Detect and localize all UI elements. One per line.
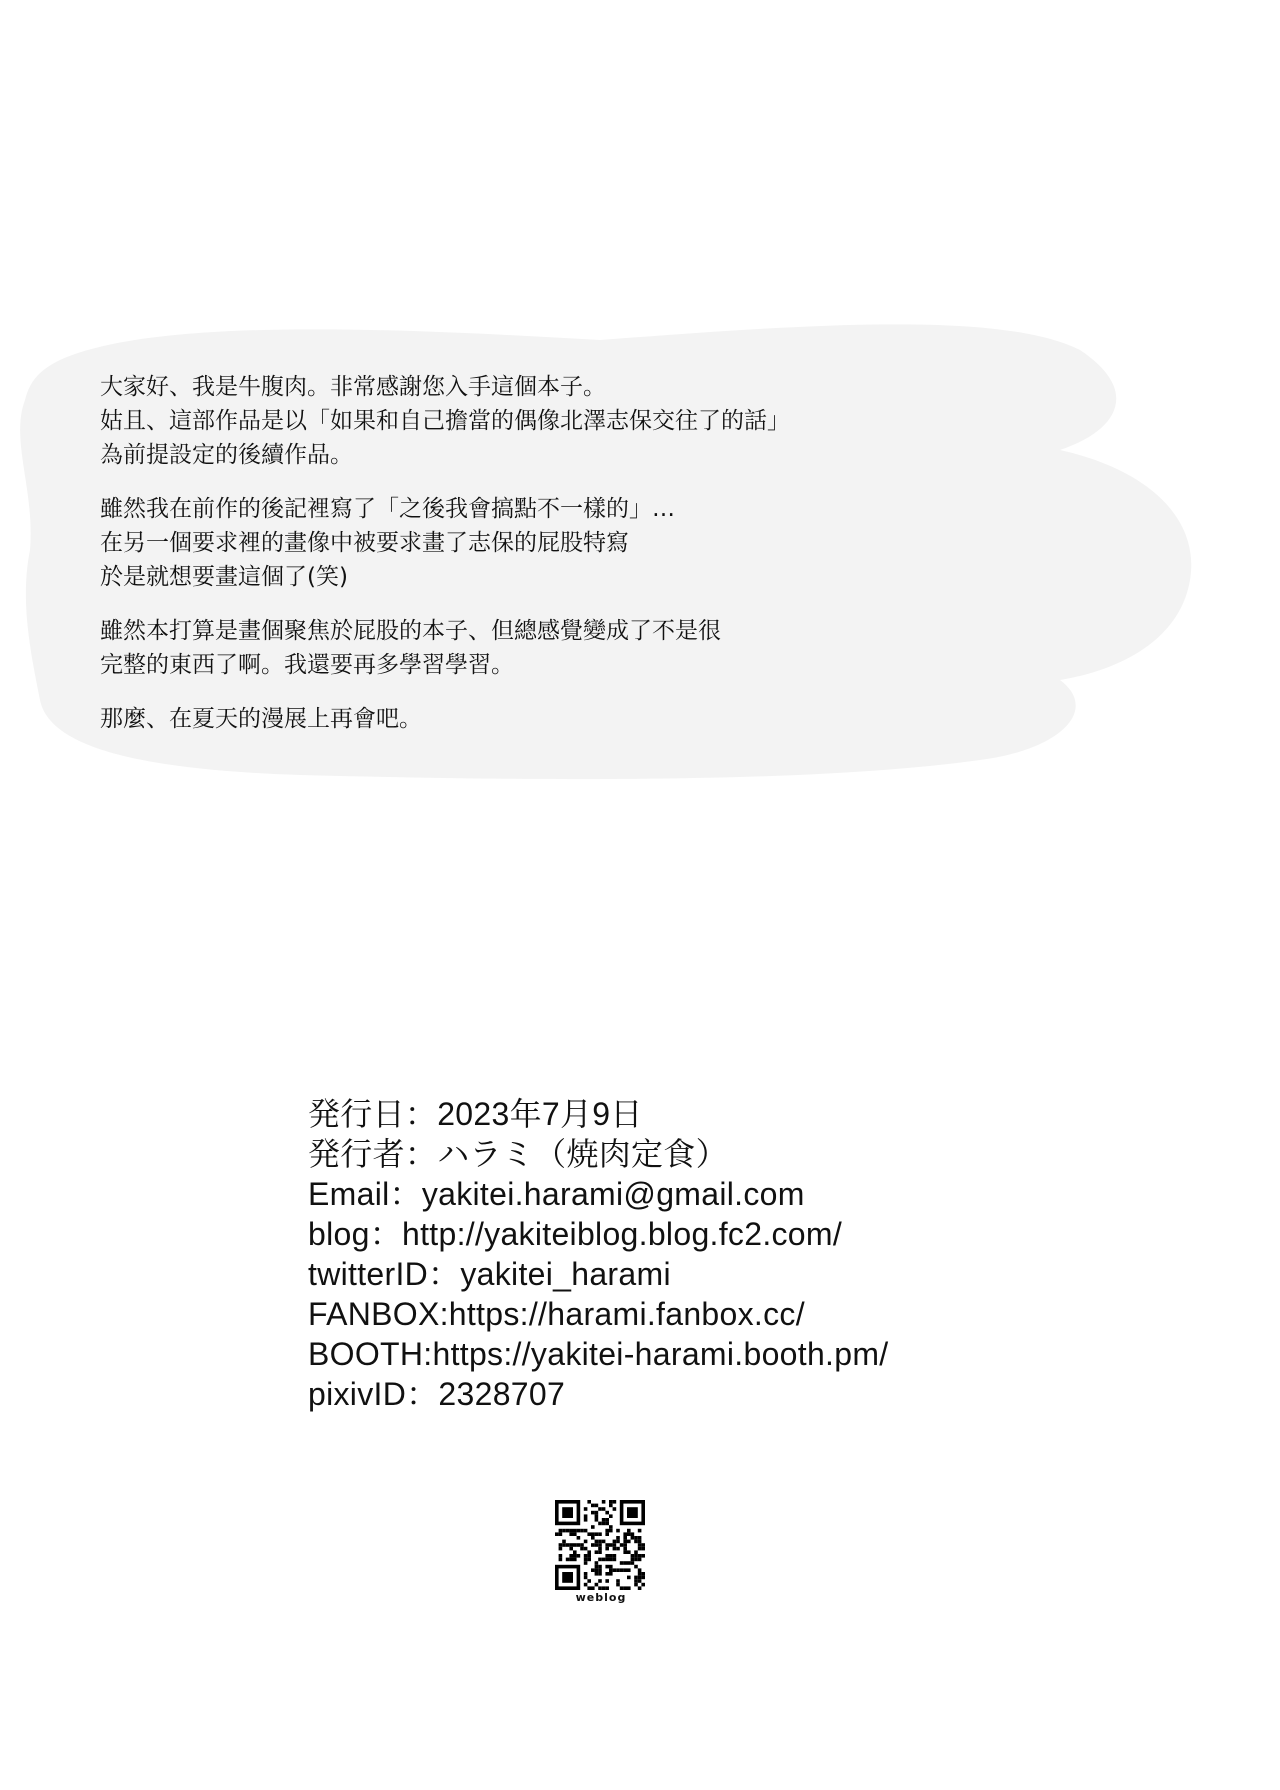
colophon-line: 発行者：ハラミ（焼肉定食） [308, 1136, 728, 1172]
afterword-line: 姑且、這部作品是以「如果和自己擔當的偶像北澤志保交往了的話」 [100, 408, 790, 434]
colophon-line: FANBOX:https://harami.fanbox.cc/ [308, 1296, 805, 1332]
afterword-line: 雖然本打算是畫個聚焦於屁股的本子、但總感覺變成了不是很 [100, 618, 721, 644]
afterword-paragraph [100, 492, 1100, 594]
afterword-line: 那麼、在夏天的漫展上再會吧。 [100, 706, 422, 732]
afterword-paragraph [100, 370, 1100, 472]
afterword-line: 大家好、我是牛腹肉。非常感謝您入手這個本子。 [100, 374, 606, 400]
colophon-line: 発行日：2023年7月9日 [308, 1096, 643, 1132]
colophon-line: twitterID：yakitei_harami [308, 1256, 671, 1292]
colophon-line: Email：yakitei.harami@gmail.com [308, 1176, 805, 1212]
qr-block [555, 1500, 647, 1604]
qr-caption: weblog [575, 1591, 627, 1604]
afterword-line: 於是就想要畫這個了(笑) [100, 564, 348, 590]
qr-code-icon [555, 1500, 647, 1590]
colophon-line: pixivID：2328707 [308, 1376, 566, 1412]
colophon [308, 1094, 889, 1414]
afterword-paragraph [100, 614, 1100, 682]
afterword-line: 為前提設定的後續作品。 [100, 442, 353, 468]
afterword-paragraph [100, 702, 1100, 736]
afterword-line: 雖然我在前作的後記裡寫了「之後我會搞點不一樣的」… [100, 496, 675, 522]
colophon-line: blog：http://yakiteiblog.blog.fc2.com/ [308, 1216, 843, 1252]
afterword-line: 完整的東西了啊。我還要再多學習學習。 [100, 652, 514, 678]
afterword [100, 370, 1100, 756]
colophon-line: BOOTH:https://yakitei-harami.booth.pm/ [308, 1336, 889, 1372]
afterword-line: 在另一個要求裡的畫像中被要求畫了志保的屁股特寫 [100, 530, 629, 556]
